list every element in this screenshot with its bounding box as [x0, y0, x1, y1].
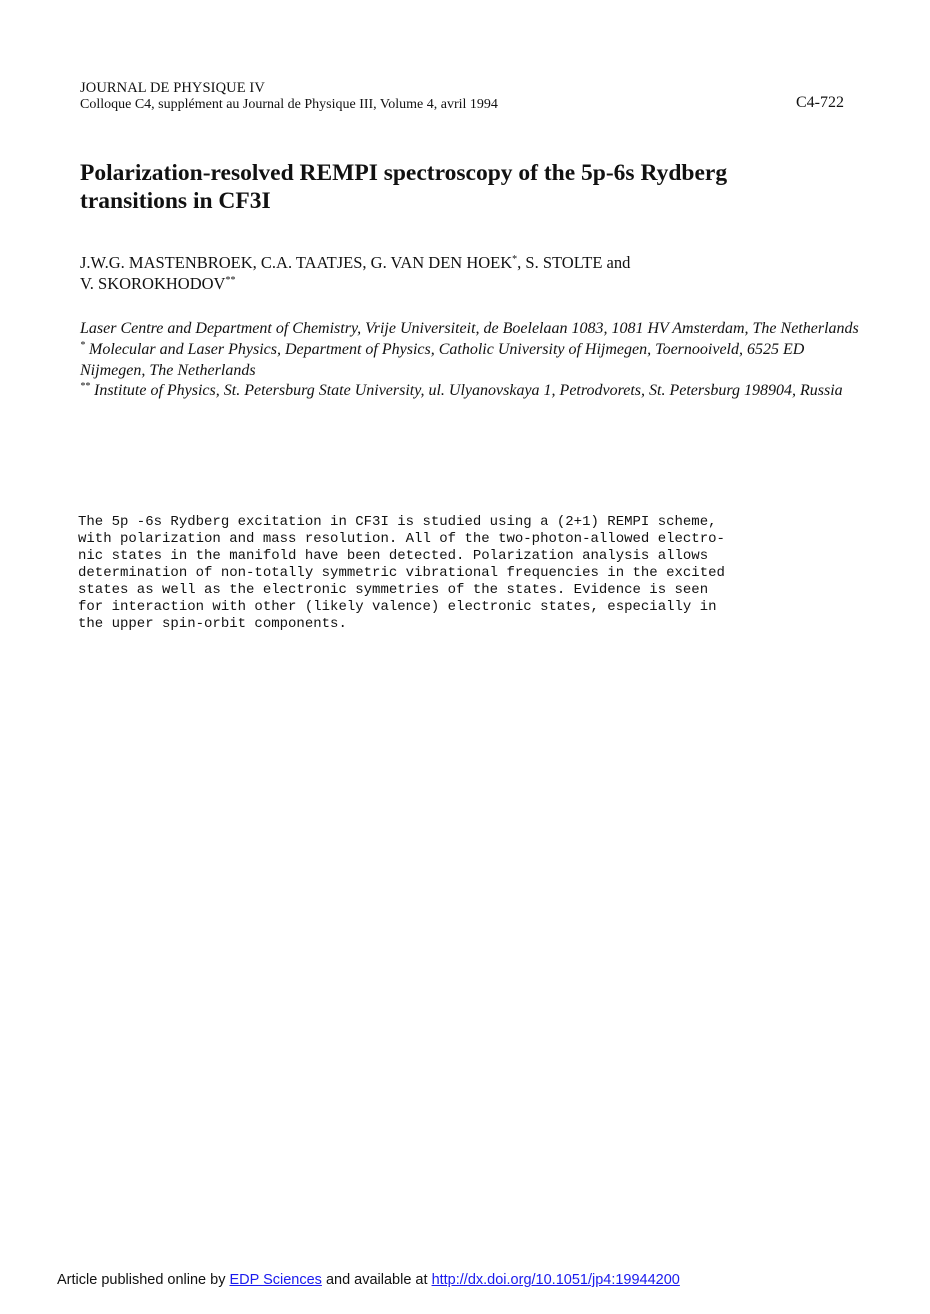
author-mark-1: * — [512, 254, 518, 265]
authors-line-2-text: V. SKOROKHODOV — [80, 274, 226, 293]
abstract-line: states as well as the electronic symmetries of the states. Evidence is seen — [78, 582, 709, 598]
affiliation-2-mark: * — [80, 339, 85, 351]
abstract-line: with polarization and mass resolution. All of the two-photon-allowed electro- — [78, 531, 725, 547]
affiliation-3-mark: ** — [80, 381, 90, 393]
doi-link[interactable]: http://dx.doi.org/10.1051/jp4:19944200 — [431, 1272, 680, 1288]
affiliation-3-text: Institute of Physics, St. Petersburg State University, ul. Ulyanovskaya 1, Petrodvorets, St. Petersburg 198904, Russia — [90, 382, 843, 400]
footer-prefix: Article published online by — [57, 1272, 230, 1288]
abstract-line: nic states in the manifold have been detected. Polarization analysis allows — [78, 548, 709, 564]
abstract-line: determination of non-totally symmetric vibrational frequencies in the excited — [78, 565, 725, 581]
affiliations — [80, 319, 870, 402]
authors-line-1-text: J.W.G. MASTENBROEK, C.A. TAATJES, G. VAN DEN HOEK — [80, 253, 513, 272]
affiliation-2 — [80, 340, 870, 382]
author-mark-2: ** — [225, 275, 236, 286]
journal-name: JOURNAL DE PHYSIQUE IV — [80, 80, 265, 96]
title-line-2: transitions in CF3I — [80, 188, 271, 214]
publication-footer — [57, 1272, 680, 1288]
affiliation-1 — [80, 319, 870, 340]
abstract-line: the upper spin-orbit components. — [78, 616, 347, 632]
abstract — [78, 514, 878, 633]
abstract-line: The 5p -6s Rydberg excitation in CF3I is studied using a (2+1) REMPI scheme, — [78, 514, 717, 530]
publisher-link[interactable]: EDP Sciences — [229, 1272, 322, 1288]
affiliation-3 — [80, 381, 870, 402]
page-number: C4-722 — [796, 94, 844, 111]
affiliation-1-text: Laser Centre and Department of Chemistry, Vrije Universiteit, de Boelelaan 1083, 1081 HV Amsterdam, The Netherlands — [80, 320, 859, 337]
authors-line-1-rest: , S. STOLTE and — [517, 253, 631, 272]
affiliation-2-text: Molecular and Laser Physics, Department of Physics, Catholic University of Hijmegen, Toernooiveld, 6525 ED Nijmegen, The Netherlands — [80, 340, 805, 379]
paper-title — [80, 159, 840, 215]
author-list — [80, 252, 860, 294]
title-line-1: Polarization-resolved REMPI spectroscopy of the 5p-6s Rydberg — [80, 160, 728, 186]
authors-line-2 — [80, 273, 860, 294]
authors-line-1 — [80, 252, 860, 273]
abstract-line: for interaction with other (likely valence) electronic states, especially in — [78, 599, 717, 615]
footer-middle: and available at — [321, 1272, 432, 1288]
colloque-line: Colloque C4, supplément au Journal de Physique III, Volume 4, avril 1994 — [80, 97, 498, 112]
